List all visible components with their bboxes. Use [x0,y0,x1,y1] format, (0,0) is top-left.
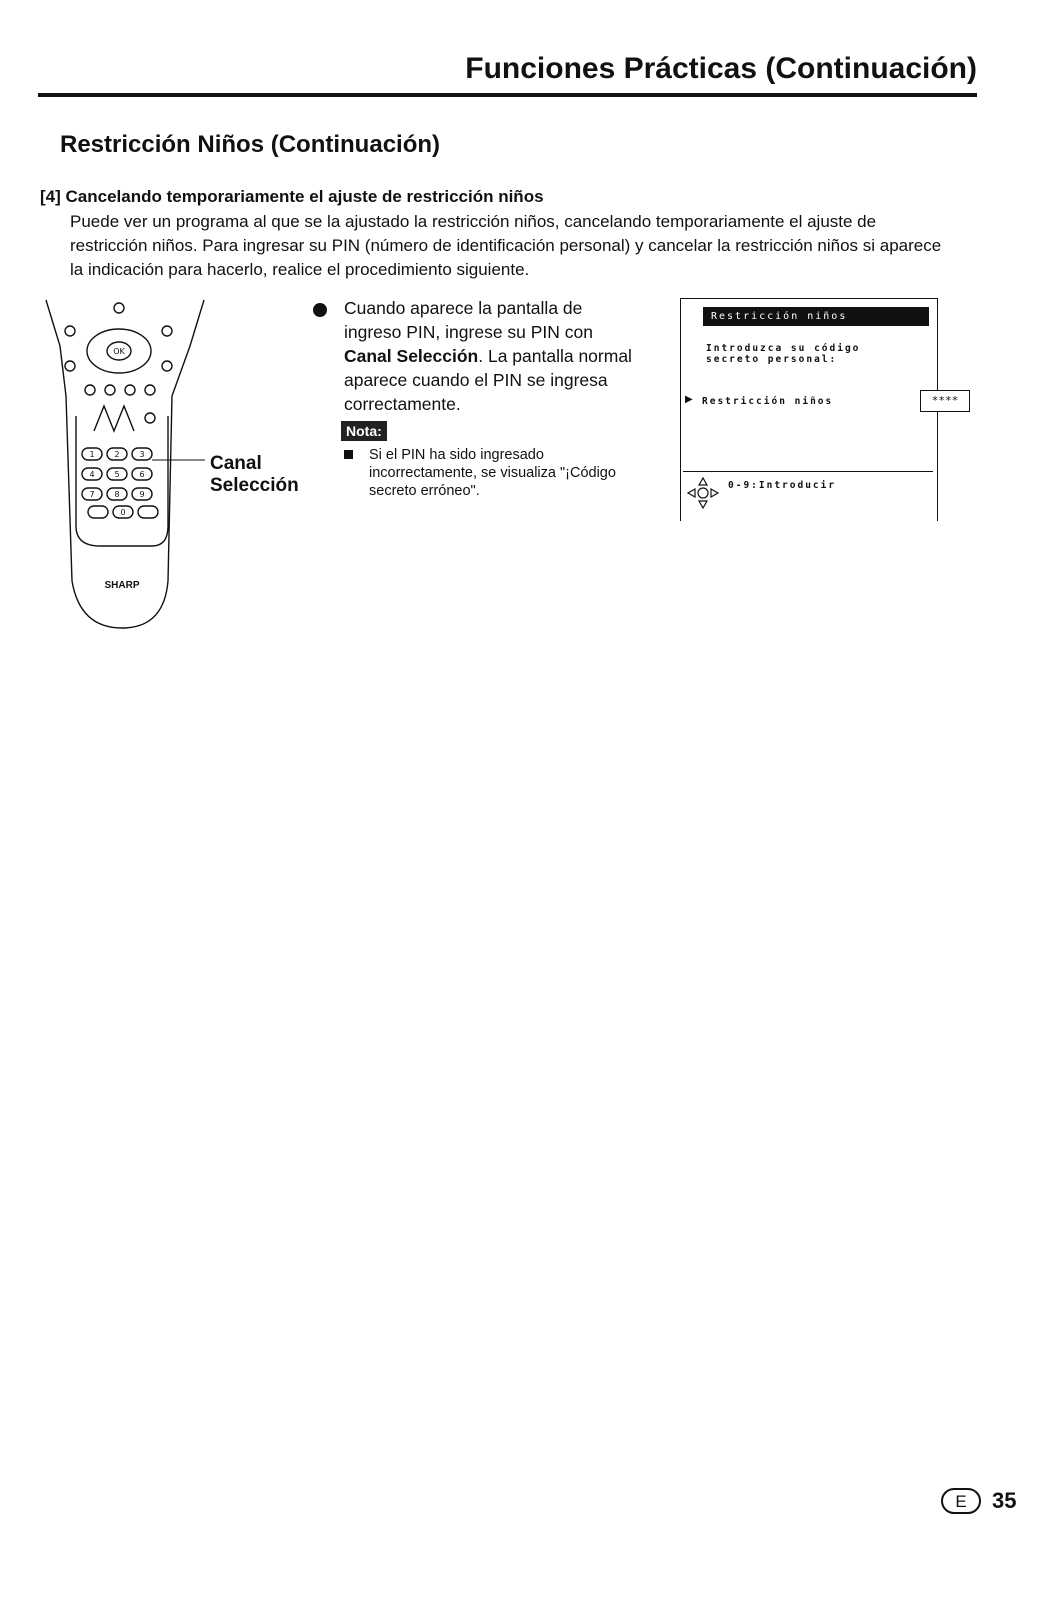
square-bullet-icon [344,450,353,459]
canal-seleccion-callout: Canal Selección [210,453,299,496]
play-arrow-icon: ▶ [685,394,693,405]
svg-text:6: 6 [139,470,145,479]
language-badge-icon [941,1488,981,1514]
remote-control-illustration [40,296,205,631]
bullet-icon [313,303,327,317]
step-heading: [4] Cancelando temporariamente el ajuste de restricción niños [40,187,544,206]
svg-text:0: 0 [120,508,126,517]
svg-text:3: 3 [139,450,145,459]
svg-text:2: 2 [114,450,120,459]
intro-paragraph: Puede ver un programa al que se la ajustado la restricción niños, cancelando temporariamente el ajuste de restricción niños. Para ingresar su PIN (número de identificación personal) y cancelar la restricción niños si aparece la indicación para hacerlo, realice el procedimiento siguiente. [70,212,942,279]
osd-menu-item: Restricción niños [702,396,834,407]
osd-title: Restricción niños [703,307,929,326]
svg-text:1: 1 [89,450,95,459]
page-number: 35 [992,1488,1017,1513]
osd-prompt: Introduzca su código secreto personal: [706,343,861,365]
instruction-text: Cuando aparece la pantalla de ingreso PIN, ingrese su PIN con Canal Selección. La pantalla normal aparece cuando el PIN se ingresa correctamente. [344,298,632,414]
note-label: Nota: [341,421,387,441]
svg-text:9: 9 [139,490,145,499]
page-title: Funciones Prácticas (Continuación) [465,52,977,85]
osd-divider [683,471,933,472]
svg-text:8: 8 [114,490,120,499]
svg-text:5: 5 [114,470,120,479]
svg-text:4: 4 [89,470,95,479]
section-title: Restricción Niños (Continuación) [60,131,441,158]
note-text: Si el PIN ha sido ingresado incorrectamente, se visualiza "¡Código secreto erróneo". [369,447,616,499]
osd-pin-field: **** [920,390,970,412]
title-rule [38,93,977,97]
svg-text:7: 7 [89,490,95,499]
svg-text:E: E [955,1492,967,1511]
osd-hint: 0-9:Introducir [728,480,837,491]
navigation-arrows-icon [686,476,720,510]
remote-brand: SHARP [104,580,140,591]
svg-text:OK: OK [113,347,125,356]
